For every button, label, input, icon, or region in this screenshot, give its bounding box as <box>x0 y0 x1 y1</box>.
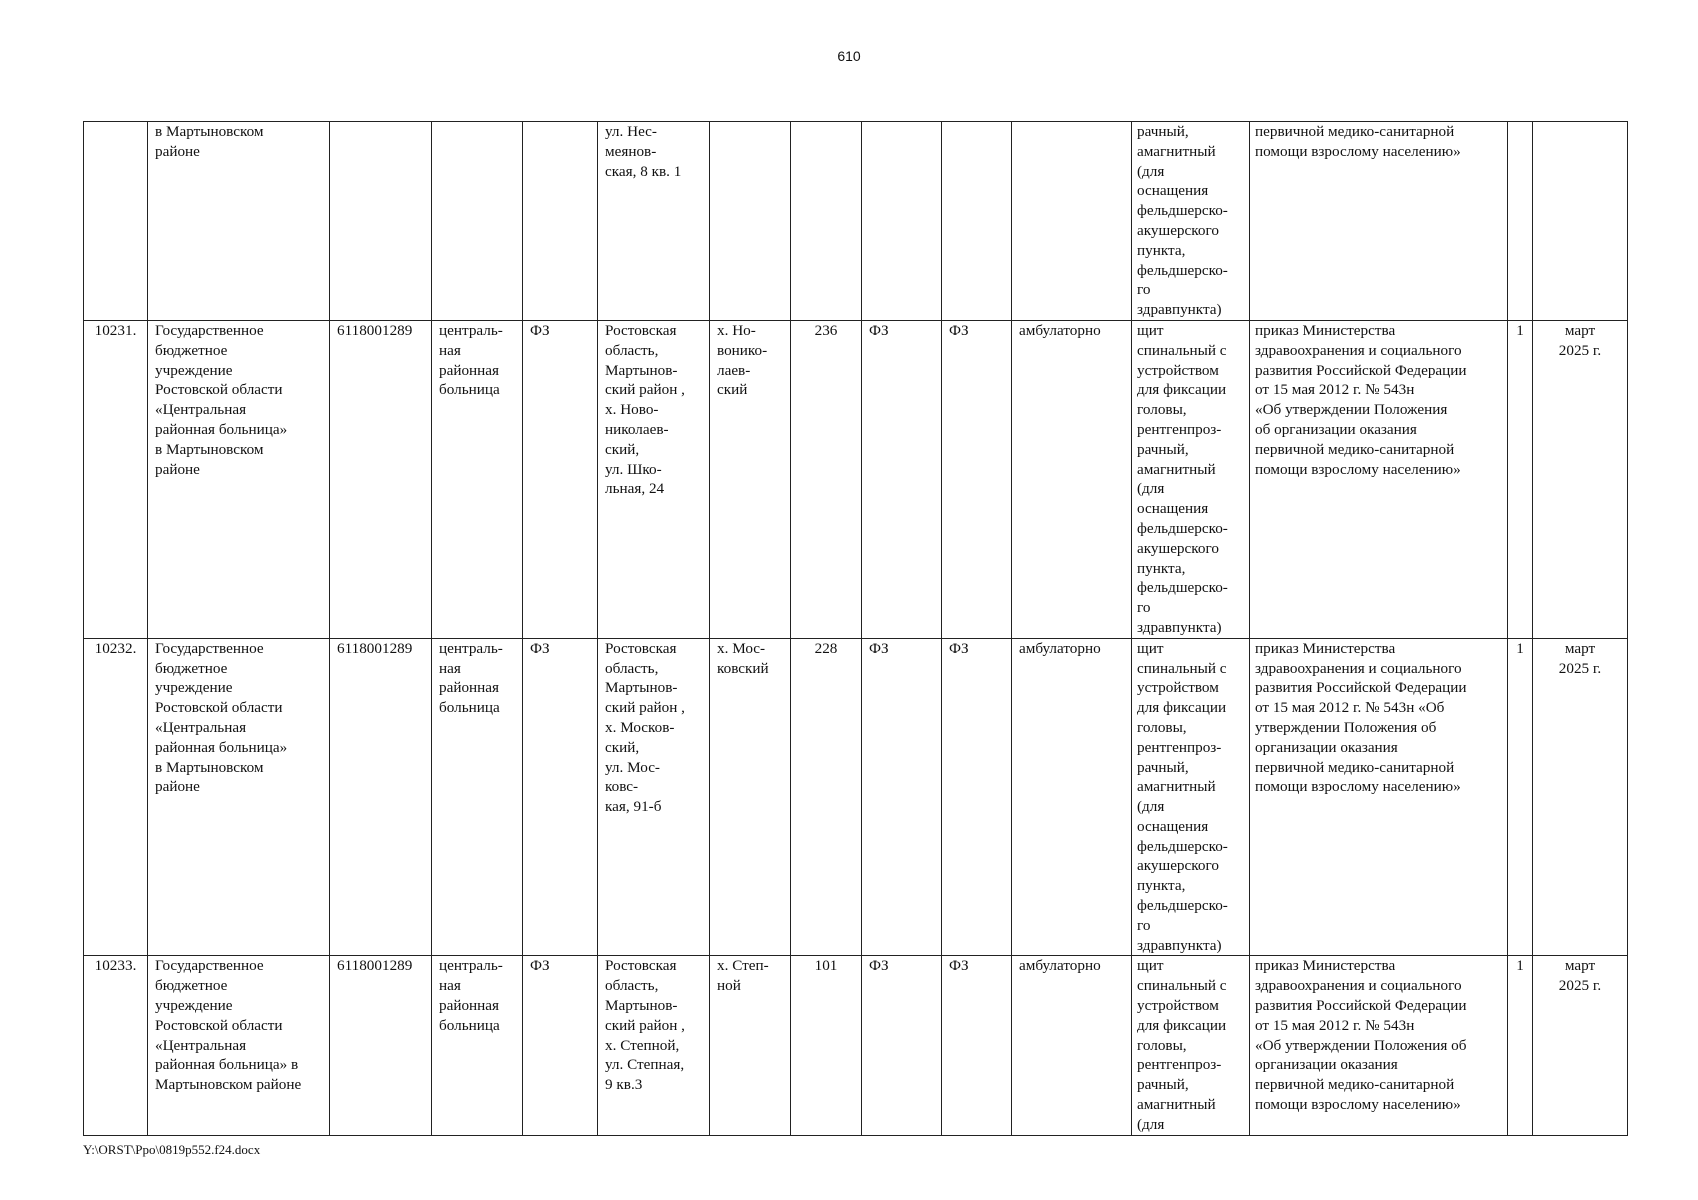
deadline: март 2025 г. <box>1533 320 1628 638</box>
facility-type: централь- ная районная больница <box>432 638 523 956</box>
quantity: 1 <box>1508 638 1533 956</box>
equipment: рачный, амагнитный (для оснащения фельдшерско- акушерского пункта, фельдшерско- го здравпункта) <box>1132 122 1250 321</box>
deadline: март 2025 г. <box>1533 638 1628 956</box>
table-row <box>84 122 1628 321</box>
organization-name: Государственное бюджетное учреждение Ростовской области «Центральная районная больница» в Мартыновском районе <box>148 956 330 1136</box>
legal-basis: первичной медико-санитарной помощи взрослому населению» <box>1250 122 1508 321</box>
row-number: 10232. <box>84 638 148 956</box>
fz-mark: ФЗ <box>523 320 598 638</box>
equipment-table <box>83 121 1628 1136</box>
care-form <box>1012 122 1132 321</box>
fz-mark: ФЗ <box>862 320 942 638</box>
table-row <box>84 638 1628 956</box>
inn: 6118001289 <box>330 956 432 1136</box>
facility-type <box>432 122 523 321</box>
file-path-footer: Y:\ORST\Ppo\0819p552.f24.docx <box>83 1142 261 1157</box>
equipment: щит спинальный с устройством для фиксации головы, рентгенпроз- рачный, амагнитный (для оснащения фельдшерско- акушерского пункта, фельдшерско- го здравпункта) <box>1132 320 1250 638</box>
care-form: амбулаторно <box>1012 956 1132 1136</box>
inn: 6118001289 <box>330 320 432 638</box>
population: 101 <box>791 956 862 1136</box>
facility-type: централь- ная районная больница <box>432 956 523 1136</box>
fz-mark <box>862 122 942 321</box>
fz-mark: ФЗ <box>942 956 1012 1136</box>
facility-type: централь- ная районная больница <box>432 320 523 638</box>
legal-basis: приказ Министерства здравоохранения и социального развития Российской Федерации от 15 мая 2012 г. № 543н «Об утверждении Положения об организации оказания первичной медико-санитарной помощи взрослому населению» <box>1250 638 1508 956</box>
address: ул. Нес- меянов- ская, 8 кв. 1 <box>598 122 710 321</box>
equipment: щит спинальный с устройством для фиксации головы, рентгенпроз- рачный, амагнитный (для <box>1132 956 1250 1136</box>
population <box>791 122 862 321</box>
quantity <box>1508 122 1533 321</box>
fz-mark <box>523 122 598 321</box>
organization-name: в Мартыновском районе <box>148 122 330 321</box>
population: 236 <box>791 320 862 638</box>
care-form: амбулаторно <box>1012 320 1132 638</box>
fz-mark: ФЗ <box>862 638 942 956</box>
settlement: х. Степ- ной <box>710 956 791 1136</box>
organization-name: Государственное бюджетное учреждение Ростовской области «Центральная районная больница» в Мартыновском районе <box>148 638 330 956</box>
address: Ростовская область, Мартынов- ский район , х. Степной, ул. Степная, 9 кв.3 <box>598 956 710 1136</box>
fz-mark <box>942 122 1012 321</box>
inn: 6118001289 <box>330 638 432 956</box>
address: Ростовская область, Мартынов- ский район , х. Москов- ский, ул. Мос- ковс- кая, 91-б <box>598 638 710 956</box>
inn <box>330 122 432 321</box>
population: 228 <box>791 638 862 956</box>
fz-mark: ФЗ <box>942 638 1012 956</box>
legal-basis: приказ Министерства здравоохранения и социального развития Российской Федерации от 15 мая 2012 г. № 543н «Об утверждении Положения об организации оказания первичной медико-санитарной помощи взрослому населению» <box>1250 320 1508 638</box>
care-form: амбулаторно <box>1012 638 1132 956</box>
legal-basis: приказ Министерства здравоохранения и социального развития Российской Федерации от 15 мая 2012 г. № 543н «Об утверждении Положения об организации оказания первичной медико-санитарной помощи взрослому населению» <box>1250 956 1508 1136</box>
settlement: х. Мос- ковский <box>710 638 791 956</box>
fz-mark: ФЗ <box>942 320 1012 638</box>
fz-mark: ФЗ <box>523 638 598 956</box>
row-number: 10233. <box>84 956 148 1136</box>
table-row <box>84 320 1628 638</box>
table-row <box>84 956 1628 1136</box>
page-number: 610 <box>837 48 861 64</box>
fz-mark: ФЗ <box>862 956 942 1136</box>
row-number <box>84 122 148 321</box>
deadline: март 2025 г. <box>1533 956 1628 1136</box>
settlement <box>710 122 791 321</box>
equipment: щит спинальный с устройством для фиксации головы, рентгенпроз- рачный, амагнитный (для оснащения фельдшерско- акушерского пункта, фельдшерско- го здравпункта) <box>1132 638 1250 956</box>
row-number: 10231. <box>84 320 148 638</box>
quantity: 1 <box>1508 956 1533 1136</box>
organization-name: Государственное бюджетное учреждение Ростовской области «Центральная районная больница» в Мартыновском районе <box>148 320 330 638</box>
quantity: 1 <box>1508 320 1533 638</box>
settlement: х. Но- вонико- лаев- ский <box>710 320 791 638</box>
deadline <box>1533 122 1628 321</box>
fz-mark: ФЗ <box>523 956 598 1136</box>
address: Ростовская область, Мартынов- ский район , х. Ново- николаев- ский, ул. Шко- льная, 24 <box>598 320 710 638</box>
